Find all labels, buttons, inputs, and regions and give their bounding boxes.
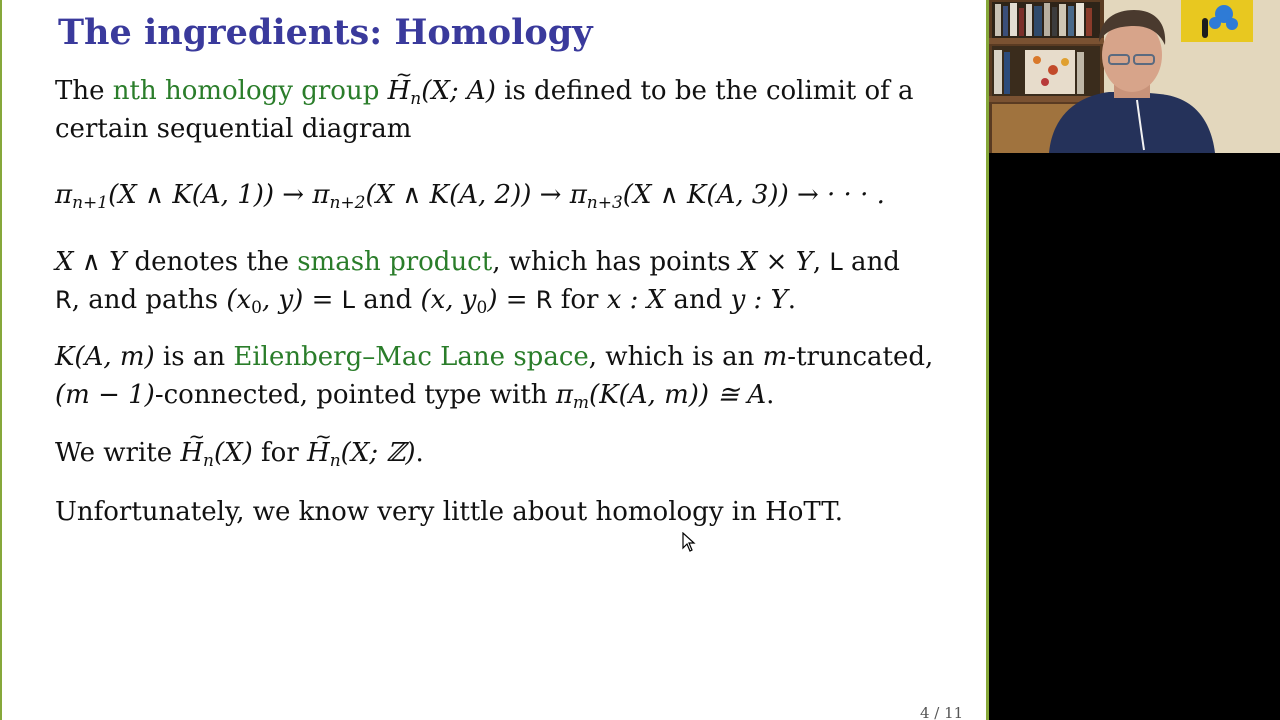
slide-left-border [0,0,2,720]
paragraph-unfortunately: Unfortunately, we know very little about homology in HoTT. [55,497,844,527]
page-number: 4 / 11 [920,704,964,720]
link-eilenberg-maclane-space: Eilenberg–Mac Lane space [233,342,589,372]
mouse-pointer-icon [682,532,698,552]
paragraph-smash-line2: R, and paths ($x_0$, y) = L and (x, $y_0) = R$ for x : X and y : Y. [55,285,797,318]
paragraph-we-write: We write ~ $H_n(X)$ for ~ $H_n(X$; ℤ). [55,438,424,468]
link-nth-homology-group: nth homology group [112,76,388,106]
slide-title: The ingredients: Homology [58,12,593,53]
webcam-video [989,0,1280,153]
empty-video-area [989,153,1280,720]
sequential-diagram-equation: $\pi_{n+1}(X$ ∧ K(A, $1)) \to \pi_{n+2}(X$ ∧ K(A, $2)) \to \pi_{n+3}(X$ ∧ K(A, 3)) → · · · . [55,180,885,213]
paragraph-homology-line1: The nth homology group ~ $H_n(X$; A) is defined to be the colimit of a [55,76,914,106]
link-smash-product: smash product [297,247,493,277]
presenter-video-icon [989,0,1280,153]
paragraph-em-line2: (m − 1)-connected, pointed type with $\pi_m(K(A$, m)) ≅ A. [55,380,775,413]
paragraph-em-line1: K(A, m) is an Eilenberg–Mac Lane space, which is an m-truncated, [55,342,934,372]
paragraph-smash-line1: X ∧ Y denotes the smash product, which has points X × Y, L and [55,247,900,277]
paragraph-homology-line2: certain sequential diagram [55,114,412,144]
